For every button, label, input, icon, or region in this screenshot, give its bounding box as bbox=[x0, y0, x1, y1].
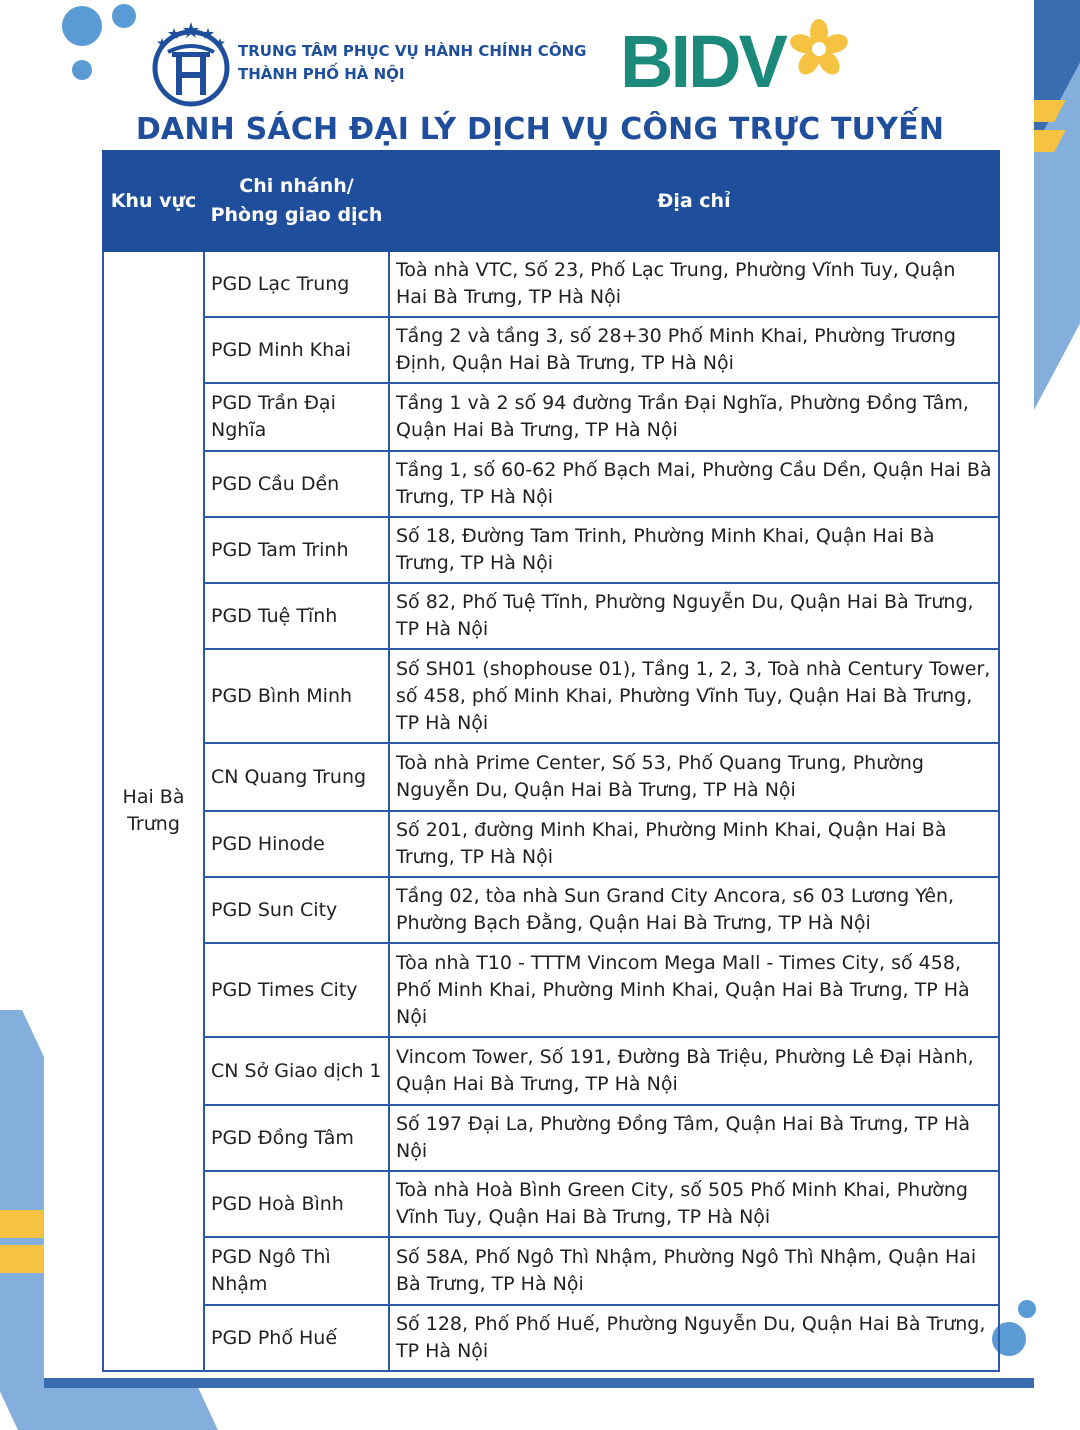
table-row bbox=[103, 943, 999, 1037]
branch-cell: PGD Minh Khai bbox=[204, 317, 389, 383]
address-cell: Tầng 1 và 2 số 94 đường Trần Đại Nghĩa, Phường Đồng Tâm, Quận Hai Bà Trưng, TP Hà Nội bbox=[389, 383, 999, 451]
table-row bbox=[103, 743, 999, 811]
table-row bbox=[103, 811, 999, 877]
table-body bbox=[103, 251, 999, 1371]
decor-dot bbox=[1018, 1300, 1036, 1318]
decor-dot bbox=[72, 60, 92, 80]
address-cell: Số 128, Phố Phố Huế, Phường Nguyễn Du, Quận Hai Bà Trưng, TP Hà Nội bbox=[389, 1305, 999, 1371]
decor-dot bbox=[62, 6, 102, 46]
hanoi-emblem-icon bbox=[150, 18, 232, 108]
table-row bbox=[103, 1105, 999, 1171]
organization-name bbox=[238, 40, 586, 86]
address-cell: Số 197 Đại La, Phường Đồng Tâm, Quận Hai Bà Trưng, TP Hà Nội bbox=[389, 1105, 999, 1171]
address-cell: Số SH01 (shophouse 01), Tầng 1, 2, 3, Toà nhà Century Tower, số 458, phố Minh Khai, Phường Vĩnh Tuy, Quận Hai Bà Trưng, TP Hà Nội bbox=[389, 649, 999, 743]
area-cell: Hai Bà Trưng bbox=[103, 251, 204, 1371]
table-row bbox=[103, 251, 999, 317]
table-row bbox=[103, 1037, 999, 1105]
table-row bbox=[103, 583, 999, 649]
branch-cell: PGD Bình Minh bbox=[204, 649, 389, 743]
table-header-row bbox=[103, 151, 999, 251]
address-cell: Số 18, Đường Tam Trinh, Phường Minh Khai, Quận Hai Bà Trưng, TP Hà Nội bbox=[389, 517, 999, 583]
table-row bbox=[103, 1237, 999, 1305]
branch-cell: PGD Ngô Thì Nhậm bbox=[204, 1237, 389, 1305]
bidv-star-icon bbox=[788, 18, 850, 80]
address-cell: Tòa nhà T10 - TTTM Vincom Mega Mall - Times City, số 458, Phố Minh Khai, Phường Minh Khai, Quận Hai Bà Trưng, TP Hà Nội bbox=[389, 943, 999, 1037]
address-cell: Tầng 2 và tầng 3, số 28+30 Phố Minh Khai, Phường Trương Định, Quận Hai Bà Trưng, TP Hà Nội bbox=[389, 317, 999, 383]
address-cell: Vincom Tower, Số 191, Đường Bà Triệu, Phường Lê Đại Hành, Quận Hai Bà Trưng, TP Hà Nội bbox=[389, 1037, 999, 1105]
branch-cell: PGD Hinode bbox=[204, 811, 389, 877]
address-cell: Số 201, đường Minh Khai, Phường Minh Khai, Quận Hai Bà Trưng, TP Hà Nội bbox=[389, 811, 999, 877]
table-row bbox=[103, 517, 999, 583]
column-header-branch: Chi nhánh/ Phòng giao dịch bbox=[204, 151, 389, 251]
address-cell: Toà nhà Hoà Bình Green City, số 505 Phố Minh Khai, Phường Vĩnh Tuy, Quận Hai Bà Trưng, TP Hà Nội bbox=[389, 1171, 999, 1237]
agent-list-table bbox=[102, 150, 1000, 1372]
branch-cell: PGD Tam Trinh bbox=[204, 517, 389, 583]
branch-cell: PGD Phố Huế bbox=[204, 1305, 389, 1371]
table-row bbox=[103, 1171, 999, 1237]
branch-cell: PGD Sun City bbox=[204, 877, 389, 943]
branch-cell: PGD Cầu Dền bbox=[204, 451, 389, 517]
branch-cell: PGD Times City bbox=[204, 943, 389, 1037]
table-row bbox=[103, 1305, 999, 1371]
table-row bbox=[103, 383, 999, 451]
decor-dot bbox=[112, 4, 136, 28]
column-header-area: Khu vực bbox=[103, 151, 204, 251]
table-row bbox=[103, 877, 999, 943]
branch-cell: PGD Tuệ Tĩnh bbox=[204, 583, 389, 649]
organization-name-line2: THÀNH PHỐ HÀ NỘI bbox=[238, 65, 405, 83]
address-cell: Toà nhà VTC, Số 23, Phố Lạc Trung, Phường Vĩnh Tuy, Quận Hai Bà Trưng, TP Hà Nội bbox=[389, 251, 999, 317]
bidv-logo-text: BIDV bbox=[620, 20, 785, 103]
organization-name-line1: TRUNG TÂM PHỤC VỤ HÀNH CHÍNH CÔNG bbox=[238, 42, 587, 60]
table-row bbox=[103, 451, 999, 517]
address-cell: Tầng 1, số 60-62 Phố Bạch Mai, Phường Cầu Dền, Quận Hai Bà Trưng, TP Hà Nội bbox=[389, 451, 999, 517]
branch-cell: PGD Hoà Bình bbox=[204, 1171, 389, 1237]
address-cell: Toà nhà Prime Center, Số 53, Phố Quang Trung, Phường Nguyễn Du, Quận Hai Bà Trưng, TP Hà Nội bbox=[389, 743, 999, 811]
column-header-address: Địa chỉ bbox=[389, 151, 999, 251]
branch-cell: PGD Lạc Trung bbox=[204, 251, 389, 317]
address-cell: Số 58A, Phố Ngô Thì Nhậm, Phường Ngô Thì Nhậm, Quận Hai Bà Trưng, TP Hà Nội bbox=[389, 1237, 999, 1305]
branch-cell: CN Quang Trung bbox=[204, 743, 389, 811]
table-row bbox=[103, 649, 999, 743]
document-title: DANH SÁCH ĐẠI LÝ DỊCH VỤ CÔNG TRỰC TUYẾN bbox=[135, 112, 945, 147]
address-cell: Tầng 02, tòa nhà Sun Grand City Ancora, s6 03 Lương Yên, Phường Bạch Đằng, Quận Hai Bà Trưng, TP Hà Nội bbox=[389, 877, 999, 943]
branch-cell: PGD Đồng Tâm bbox=[204, 1105, 389, 1171]
branch-cell: CN Sở Giao dịch 1 bbox=[204, 1037, 389, 1105]
table-row bbox=[103, 317, 999, 383]
branch-cell: PGD Trần Đại Nghĩa bbox=[204, 383, 389, 451]
address-cell: Số 82, Phố Tuệ Tĩnh, Phường Nguyễn Du, Quận Hai Bà Trưng, TP Hà Nội bbox=[389, 583, 999, 649]
